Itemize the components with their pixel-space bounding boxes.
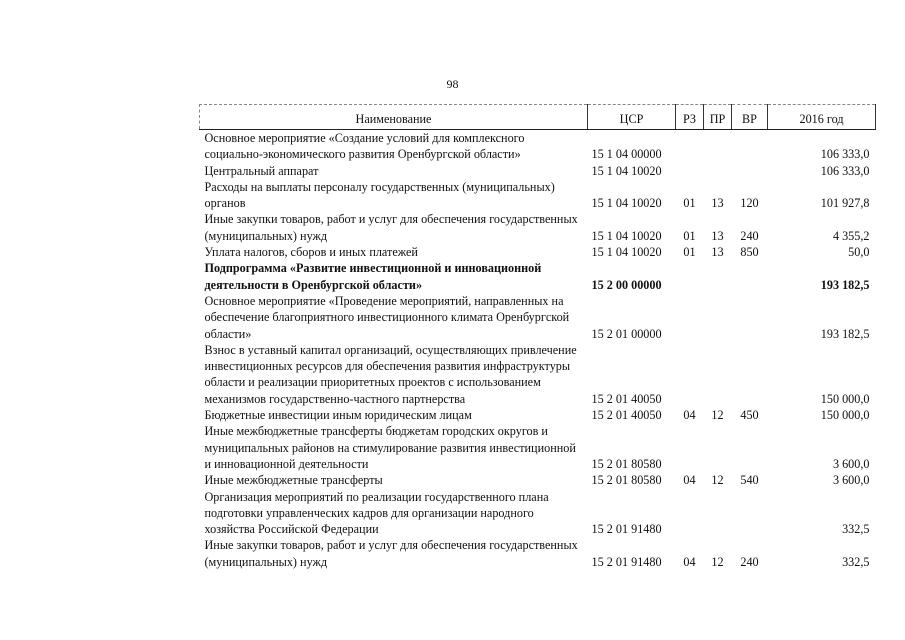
cell-vr: 240 [740,228,759,243]
cell-sum: 106 333,0 [820,147,870,162]
cell-rz [676,293,704,342]
cell-name: Бюджетные инвестиции иным юридическим лицам [204,408,472,423]
cell-rz [676,163,704,179]
cell-sum: 150 000,0 [820,408,870,423]
cell-pr [704,130,732,163]
table-row [200,244,876,260]
table-row [200,423,876,472]
table-header [200,105,876,130]
cell-sum: 3 600,0 [832,473,870,488]
cell-pr: 12 [711,554,724,569]
cell-vr: 240 [740,554,759,569]
cell-vr: 850 [740,245,759,260]
cell-name: Иные закупки товаров, работ и услуг для обеспечения государственных (муниципальных) нужд [204,538,578,569]
table-row [200,342,876,407]
cell-pr: 12 [711,473,724,488]
cell-vr [732,342,768,407]
cell-csr: 15 1 04 00000 [591,147,662,162]
cell-rz: 04 [683,473,696,488]
cell-rz: 04 [683,408,696,423]
table-row [200,472,876,488]
cell-rz [676,260,704,293]
cell-vr: 450 [740,408,759,423]
cell-vr [732,293,768,342]
cell-sum: 193 182,5 [820,277,870,292]
cell-pr: 12 [711,408,724,423]
cell-vr: 120 [740,196,759,211]
header-sum: 2016 год [768,105,876,130]
table-row [200,537,876,570]
cell-pr [704,423,732,472]
cell-rz [676,423,704,472]
table-row [200,211,876,244]
cell-vr [732,130,768,163]
cell-pr [704,163,732,179]
cell-sum: 106 333,0 [820,163,870,178]
cell-sum: 50,0 [848,245,870,260]
cell-sum: 193 182,5 [820,326,870,341]
cell-sum: 332,5 [842,554,870,569]
cell-name: Иные межбюджетные трансферты бюджетам городских округов и муниципальных районов на стимулирование развития инвестиционной и инновационной деятельности [204,424,576,471]
cell-vr: 540 [740,473,759,488]
cell-name: Организация мероприятий по реализации государственного плана подготовки управленческих кадров для организации народного хозяйства Российской Федерации [204,489,549,537]
cell-sum: 332,5 [842,522,870,537]
cell-pr [704,293,732,342]
cell-csr: 15 2 01 91480 [591,554,662,569]
cell-sum: 4 355,2 [832,228,870,243]
cell-name: Уплата налогов, сборов и иных платежей [204,245,418,260]
cell-pr: 13 [711,228,724,243]
page-number: 98 [446,77,459,91]
cell-name: Подпрограмма «Развитие инвестиционной и инновационной деятельности в Оренбургской области» [204,261,542,292]
cell-csr: 15 2 01 80580 [591,456,662,471]
cell-rz: 01 [683,245,696,260]
cell-rz: 01 [683,196,696,211]
cell-csr: 15 1 04 10020 [591,163,662,178]
header-rz: РЗ [676,105,704,130]
cell-pr [704,342,732,407]
cell-csr: 15 2 01 91480 [591,522,662,537]
header-name: Наименование [200,105,588,130]
cell-name: Иные закупки товаров, работ и услуг для обеспечения государственных (муниципальных) нужд [204,212,578,243]
cell-name: Расходы на выплаты персоналу государственных (муниципальных) органов [204,179,555,211]
cell-csr: 15 1 04 10020 [591,245,662,260]
cell-vr [732,423,768,472]
cell-name: Основное мероприятие «Проведение мероприятий, направленных на обеспечение благоприятного инвестиционного климата Оренбургской области» [204,293,570,341]
cell-vr [732,163,768,179]
cell-pr [704,489,732,538]
cell-pr: 13 [711,245,724,260]
cell-name: Центральный аппарат [204,163,319,178]
table-row [200,407,876,423]
table-row [200,489,876,538]
cell-sum: 150 000,0 [820,391,870,406]
budget-table [199,104,876,570]
cell-vr [732,489,768,538]
table-row [200,179,876,212]
cell-rz: 01 [683,228,696,243]
cell-csr: 15 2 01 40050 [591,391,662,406]
cell-rz: 04 [683,554,696,569]
cell-name: Взнос в уставный капитал организаций, осуществляющих привлечение инвестиционных ресурсов для обеспечения развития инфраструктуры области и реализации приоритетных проектов с использованием механизмов государственно-частного партнерства [204,342,577,406]
cell-name: Основное мероприятие «Создание условий для комплексного социально-экономического развития Оренбургской области» [204,131,525,162]
table-row [200,163,876,179]
cell-pr: 13 [711,196,724,211]
table-body [200,130,876,571]
cell-rz [676,342,704,407]
cell-rz [676,130,704,163]
cell-csr: 15 2 00 00000 [591,277,662,292]
cell-csr: 15 2 01 80580 [591,473,662,488]
cell-csr: 15 2 01 40050 [591,408,662,423]
cell-rz [676,489,704,538]
cell-csr: 15 1 04 10020 [591,196,662,211]
cell-pr [704,260,732,293]
cell-vr [732,260,768,293]
table-row [200,293,876,342]
cell-csr: 15 2 01 00000 [591,326,662,341]
table-row [200,260,876,293]
cell-csr: 15 1 04 10020 [591,228,662,243]
cell-sum: 101 927,8 [820,196,870,211]
cell-name: Иные межбюджетные трансферты [204,473,383,488]
table-row [200,130,876,163]
header-pr: ПР [704,105,732,130]
cell-sum: 3 600,0 [832,456,870,471]
header-csr: ЦСР [588,105,676,130]
header-vr: ВР [732,105,768,130]
